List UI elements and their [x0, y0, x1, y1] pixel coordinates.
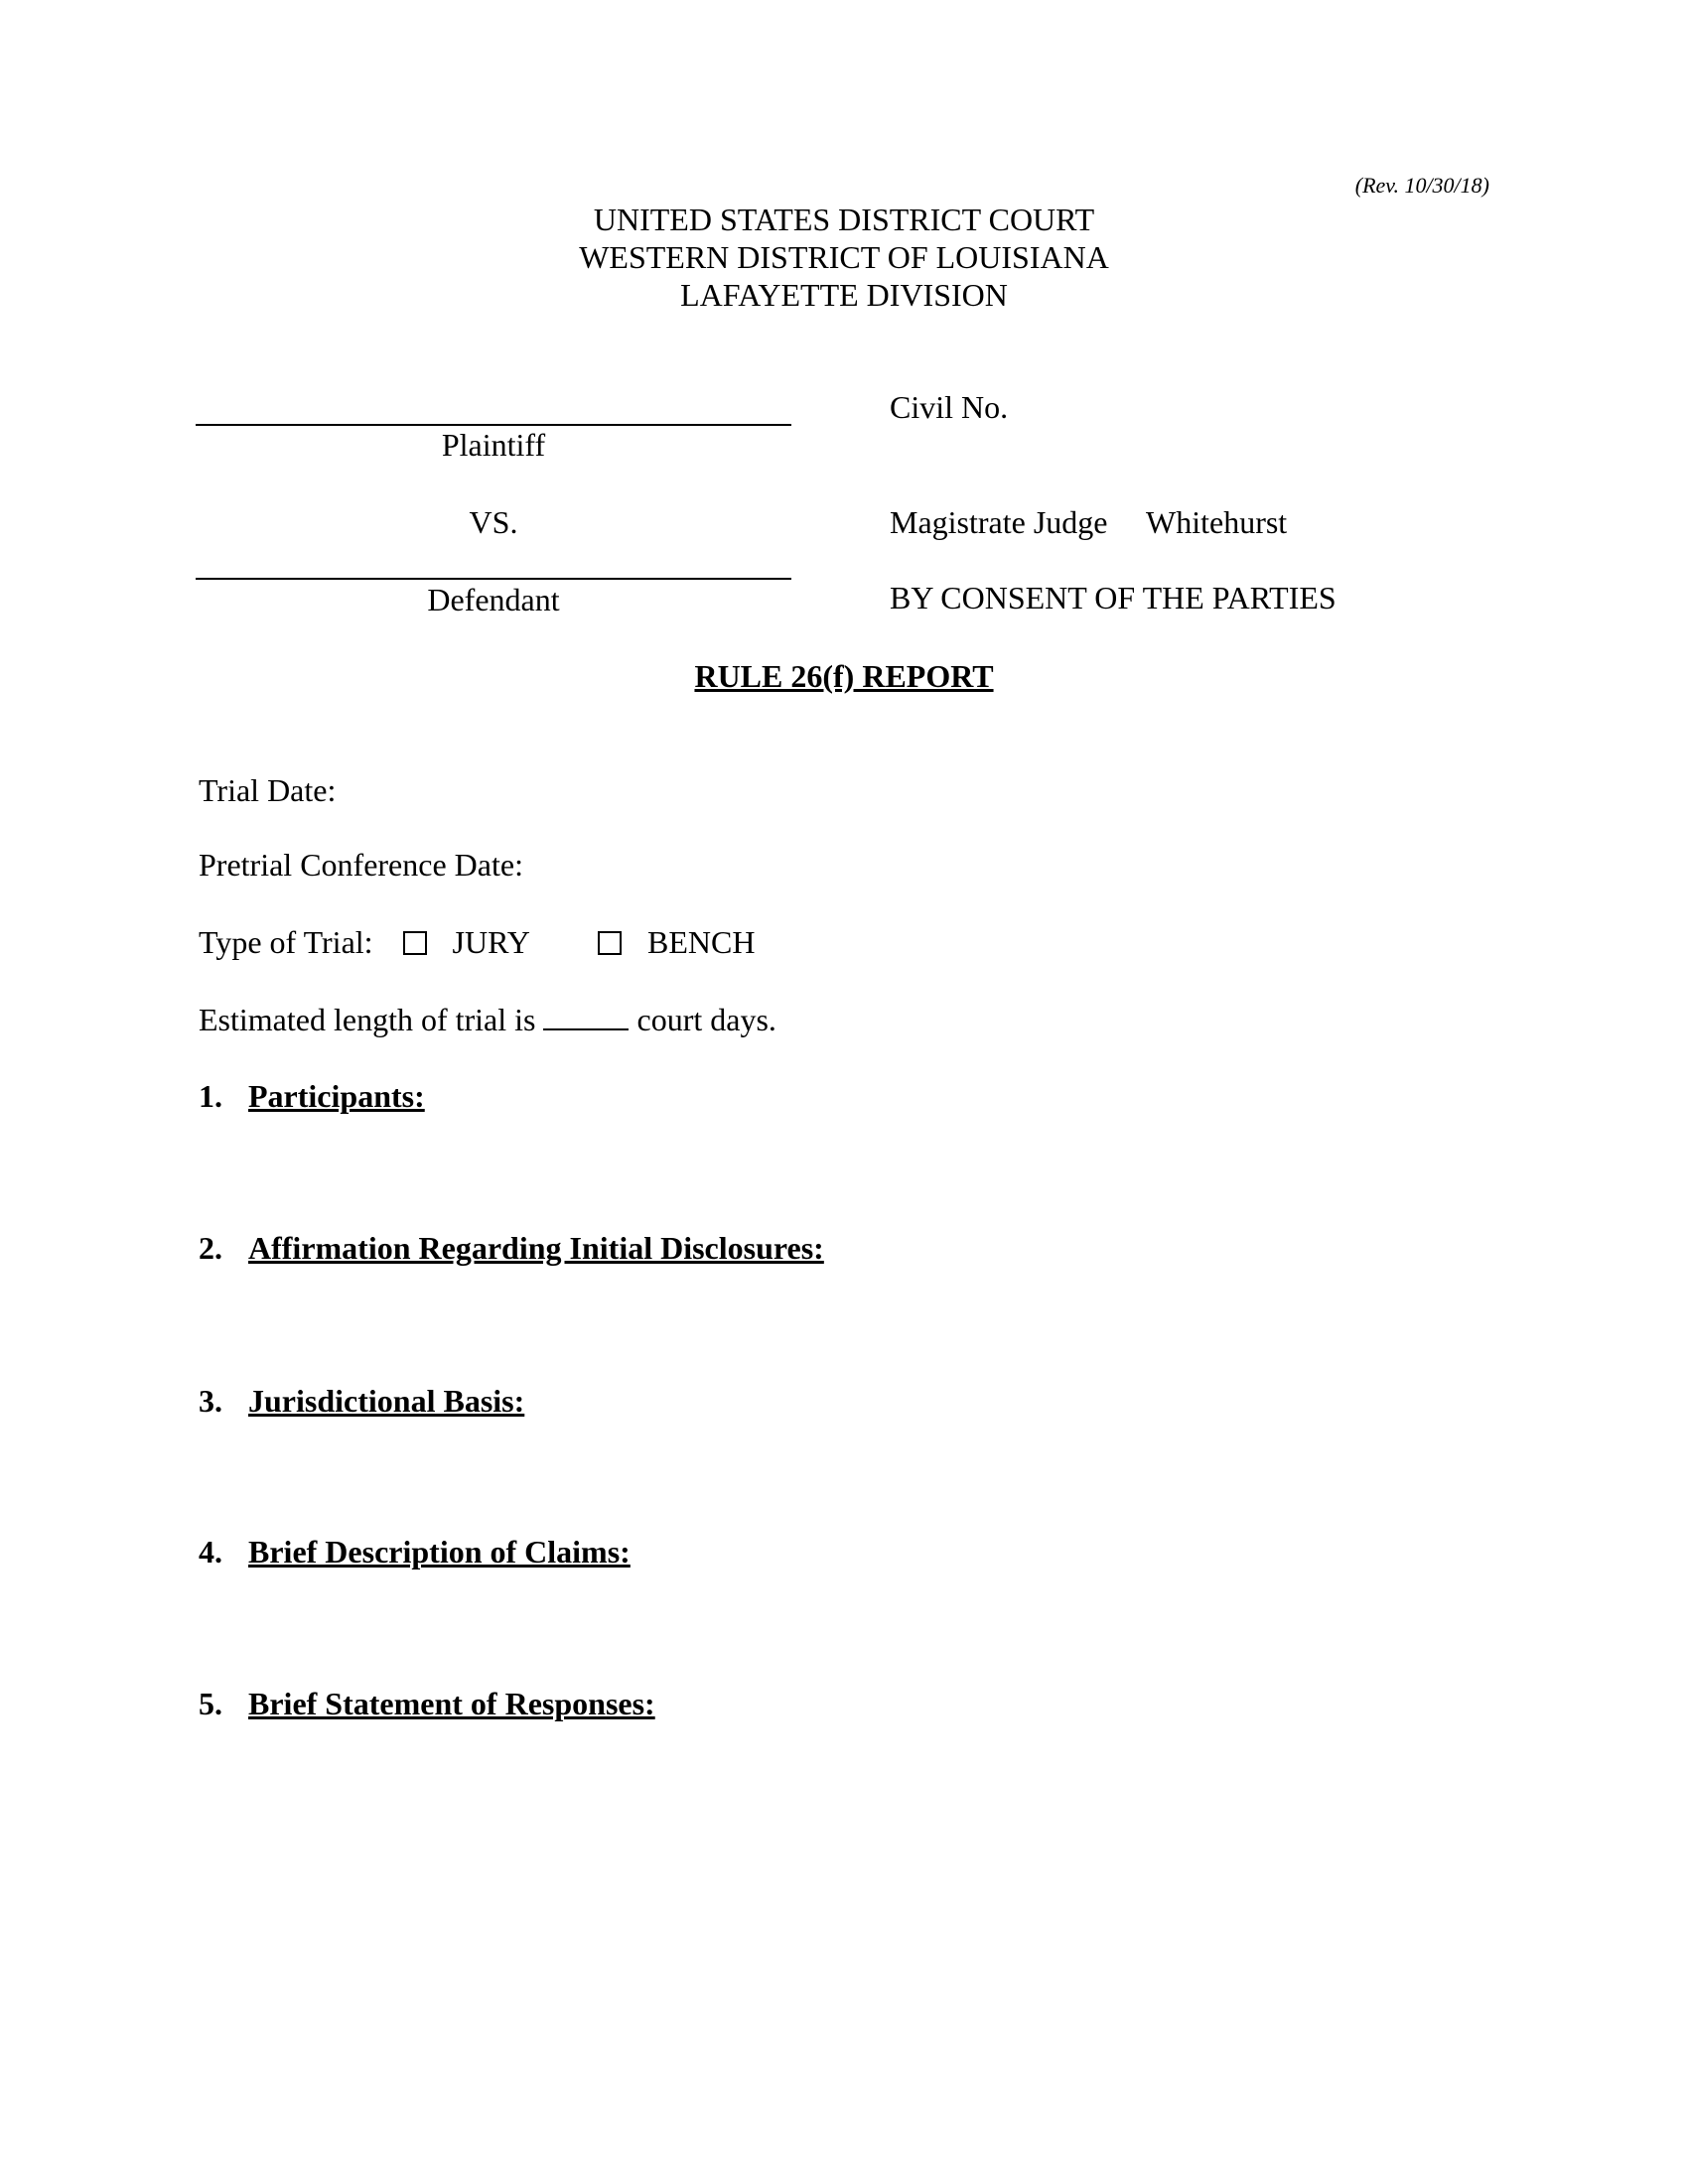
section-title-responses: Brief Statement of Responses:	[248, 1686, 655, 1721]
section-number: 5.	[199, 1686, 222, 1721]
section-title-participants: Participants:	[248, 1078, 425, 1114]
trial-length-row	[199, 1002, 776, 1038]
trial-date-label: Trial Date:	[199, 772, 337, 808]
trial-length-blank[interactable]	[543, 1003, 629, 1030]
section-number: 2.	[199, 1230, 222, 1266]
section-number: 1.	[199, 1078, 222, 1114]
jury-checkbox[interactable]	[403, 931, 427, 955]
report-title: RULE 26(f) REPORT	[694, 658, 994, 694]
vs-label: VS.	[469, 504, 518, 540]
section-title-jurisdictional-basis: Jurisdictional Basis:	[248, 1383, 525, 1419]
section-number: 3.	[199, 1383, 222, 1419]
trial-length-prefix: Estimated length of trial is	[199, 1002, 536, 1037]
plaintiff-name-line[interactable]	[196, 424, 791, 426]
section-number: 4.	[199, 1534, 222, 1570]
type-of-trial-label: Type of Trial:	[199, 924, 373, 960]
magistrate-label: Magistrate Judge	[890, 504, 1108, 540]
civil-no-label: Civil No.	[890, 389, 1009, 425]
defendant-name-line[interactable]	[196, 578, 791, 580]
defendant-label: Defendant	[427, 582, 560, 617]
jury-label: JURY	[452, 924, 530, 960]
section-title-claims: Brief Description of Claims:	[248, 1534, 631, 1570]
court-district: WESTERN DISTRICT OF LOUISIANA	[579, 239, 1109, 275]
magistrate-name: Whitehurst	[1146, 504, 1288, 540]
court-name: UNITED STATES DISTRICT COURT	[593, 202, 1095, 237]
consent-label: BY CONSENT OF THE PARTIES	[890, 580, 1336, 615]
bench-checkbox[interactable]	[598, 931, 622, 955]
type-of-trial-row	[199, 924, 530, 961]
court-division: LAFAYETTE DIVISION	[680, 277, 1008, 313]
pretrial-conference-label: Pretrial Conference Date:	[199, 847, 523, 883]
section-title-initial-disclosures: Affirmation Regarding Initial Disclosures:	[248, 1230, 824, 1266]
trial-length-suffix: court days.	[636, 1002, 776, 1037]
bench-label: BENCH	[647, 924, 756, 960]
revision-note: (Rev. 10/30/18)	[1354, 173, 1489, 198]
plaintiff-label: Plaintiff	[441, 427, 546, 463]
bench-option	[598, 924, 755, 961]
